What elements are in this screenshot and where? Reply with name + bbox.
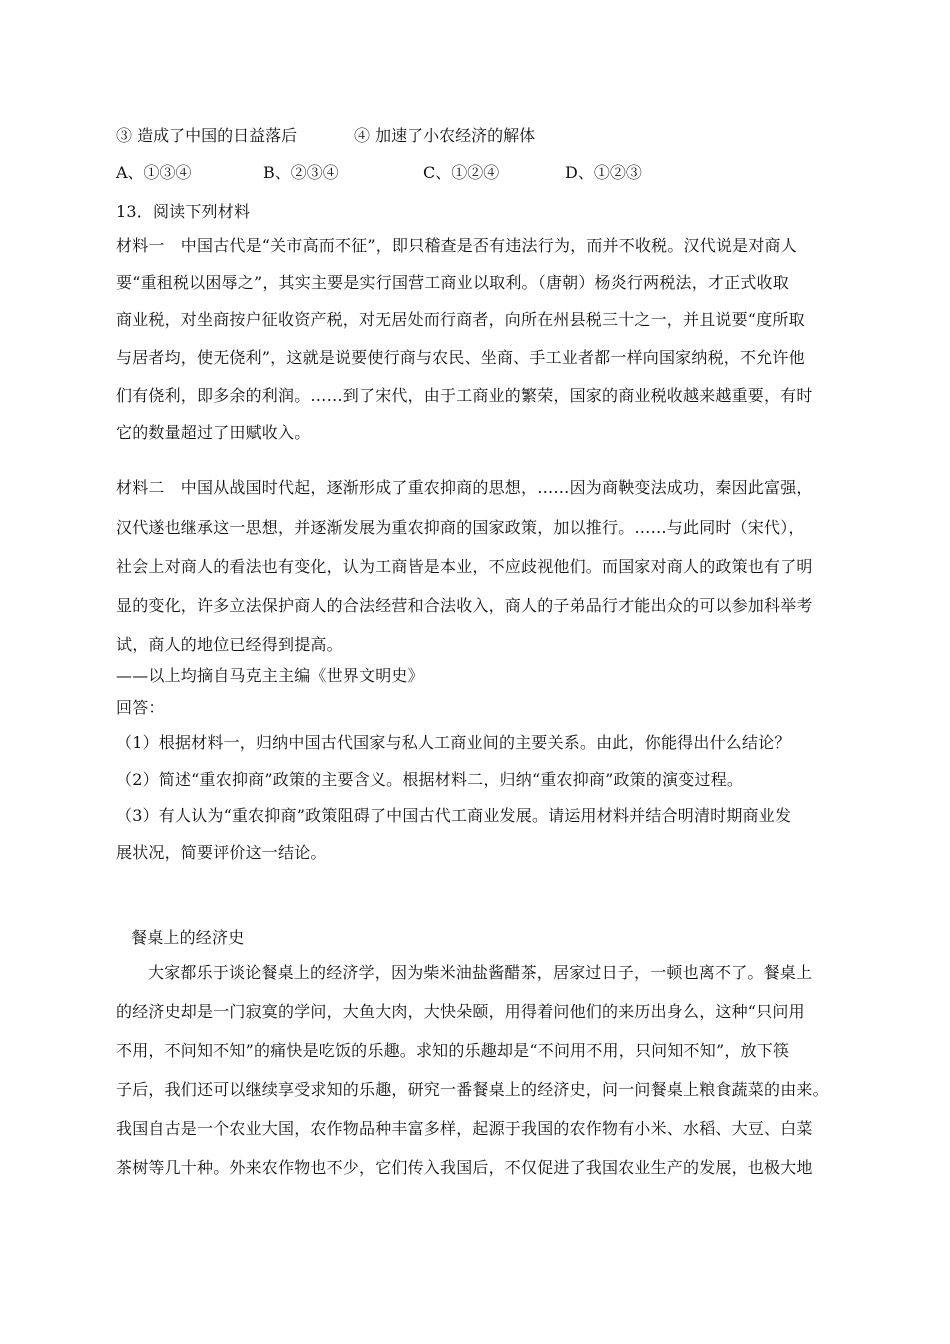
article-line: 我国自古是一个农业大国，农作物品种丰富多样，起源于我国的农作物有小米、水稻、大豆、白菜: [116, 1119, 813, 1138]
sub-question-2: （2）简述“重农抑商”政策的主要含义。根据材料二，归纳“重农抑商”政策的演变过程。: [116, 770, 744, 789]
material-2-line: 显的变化，许多立法保护商人的合法经营和合法收入，商人的子弟品行才能出众的可以参加科举考: [116, 596, 813, 615]
option-c: C、①②④: [423, 163, 500, 182]
article-line: 子后，我们还可以继续享受求知的乐趣，研究一番餐桌上的经济史，问一问餐桌上粮食蔬菜的由来。: [116, 1080, 829, 1099]
answer-label: 回答：: [116, 698, 165, 717]
option-d: D、①②③: [565, 163, 642, 182]
material-2-line: 社会上对商人的看法也有变化，认为工商皆是本业，不应歧视他们。而国家对商人的政策也有了明: [116, 557, 813, 576]
material-1-line: 要“重租税以困辱之”，其实主要是实行国营工商业以取利。（唐朝）杨炎行两税法，才正式收取: [116, 273, 789, 292]
choice-item-3: ③ 造成了中国的日益落后: [116, 126, 298, 145]
material-1-line: 商业税，对坐商按户征收资产税，对无居处而行商者，向所在州县税三十之一，并且说要“度所取: [116, 310, 805, 329]
choice-item-4: ④ 加速了小农经济的解体: [354, 126, 536, 145]
material-2-line: 汉代遂也继承这一思想，并逐渐发展为重农抑商的国家政策，加以推行。……与此同时（宋代），: [116, 518, 805, 537]
source-citation: ——以上均摘自马克主主编《世界文明史》: [116, 666, 424, 685]
material-2-line: 材料二 中国从战国时代起，逐渐形成了重农抑商的思想，……因为商鞅变法成功，秦因此富强，: [116, 478, 813, 497]
material-1-line: 们有侥利，即多余的利润。……到了宋代，由于工商业的繁荣，国家的商业税收越来越重要，有时: [116, 386, 813, 405]
sub-question-1: （1）根据材料一，归纳中国古代国家与私人工商业间的主要关系。由此，你能得出什么结论？: [116, 733, 791, 752]
option-a: A、①③④: [116, 163, 192, 182]
answer-options: [116, 163, 846, 183]
question-13-heading: 13．阅读下列材料: [116, 202, 251, 221]
article-line: 不用，不问知不知”的痛快是吃饭的乐趣。求知的乐趣却是“不问用不用，只问知不知”，放下筷: [116, 1041, 790, 1060]
choice-items-row: [116, 126, 846, 146]
material-1-line: 它的数量超过了田赋收入。: [116, 423, 311, 442]
sub-question-3: （3）有人认为“重农抑商”政策阻碍了中国古代工商业发展。请运用材料并结合明清时期商业发: [116, 806, 792, 825]
article-line: 茶树等几十种。外来农作物也不少，它们传入我国后，不仅促进了我国农业生产的发展，也极大地: [116, 1158, 813, 1177]
article-title: 餐桌上的经济史: [131, 928, 245, 947]
material-2-line: 试，商人的地位已经得到提高。: [116, 635, 343, 654]
material-1-line: 材料一 中国古代是“关市高而不征”，即只稽查是否有违法行为，而并不收税。汉代说是对商人: [116, 236, 797, 255]
article-line: 的经济史却是一门寂寞的学问，大鱼大肉，大快朵颐，用得着问他们的来历出身么，这种“只问用: [116, 1002, 805, 1021]
material-1-line: 与居者均，使无侥利”，这就是说要使行商与农民、坐商、手工业者都一样向国家纳税，不允许他: [116, 348, 805, 367]
article-line: 大家都乐于谈论餐桌上的经济学，因为柴米油盐酱醋茶，居家过日子，一顿也离不了。餐桌上: [148, 963, 813, 982]
option-b: B、②③④: [263, 163, 339, 182]
sub-question-3-continued: 展状况，简要评价这一结论。: [116, 843, 327, 862]
